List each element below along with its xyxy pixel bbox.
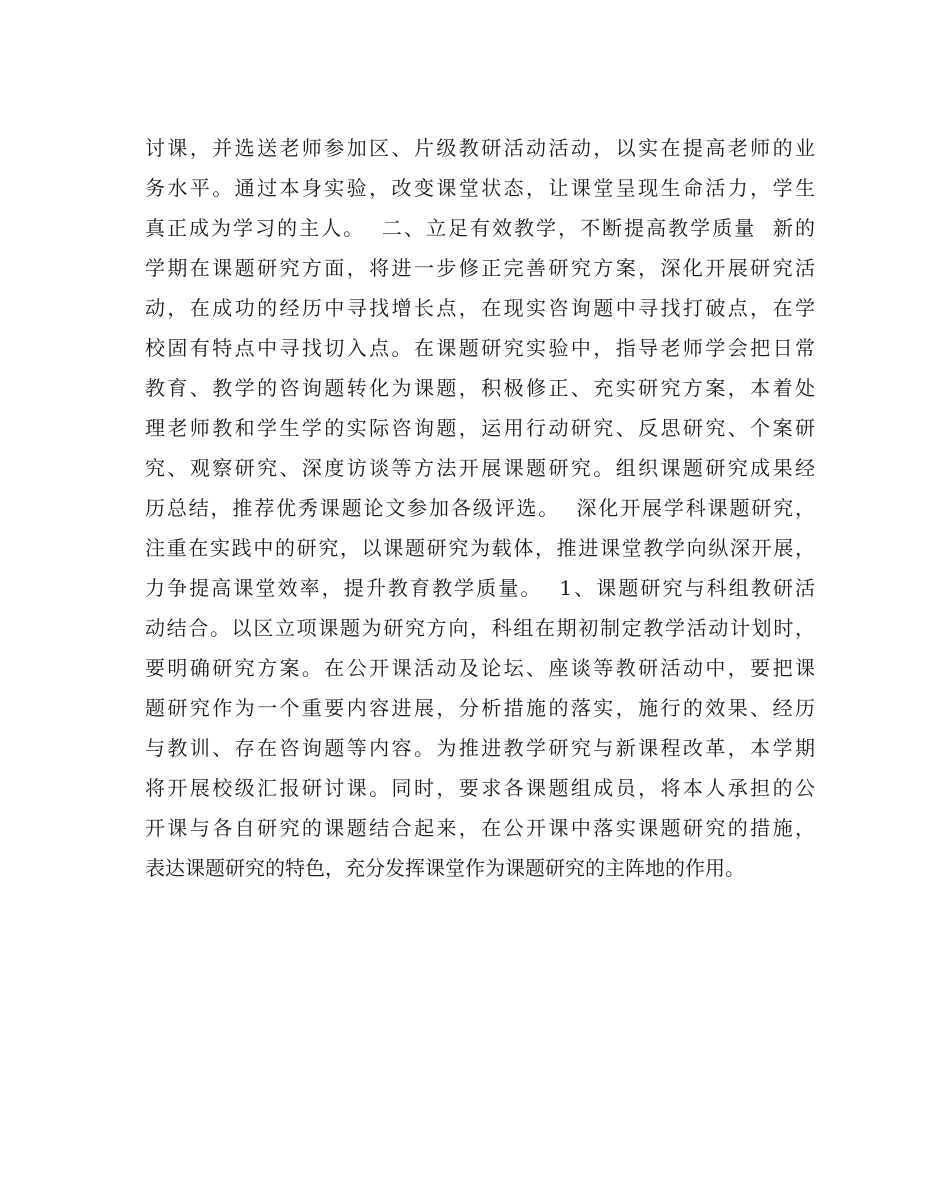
text-line: 与教训、存在咨询题等内容。为推进教学研究与新课程改革，本学期 — [145, 736, 815, 760]
text-line: 注重在实践中的研究，以课题研究为载体，推进课堂教学向纵深开展， — [145, 536, 815, 560]
text-line: 真正成为学习的主人。 二、立足有效教学，不断提高教学质量 新的 — [145, 216, 815, 240]
text-line: 务水平。通过本身实验，改变课堂状态，让课堂呈现生命活力，学生 — [145, 176, 815, 200]
text-line: 开课与各自研究的课题结合起来，在公开课中落实课题研究的措施， — [145, 816, 815, 840]
text-line: 学期在课题研究方面，将进一步修正完善研究方案，深化开展研究活 — [145, 256, 815, 280]
text-line: 校固有特点中寻找切入点。在课题研究实验中，指导老师学会把日常 — [145, 336, 815, 360]
body-text — [145, 128, 815, 888]
text-line: 教育、教学的咨询题转化为课题，积极修正、充实研究方案，本着处 — [145, 376, 815, 400]
text-line: 历总结，推荐优秀课题论文参加各级评选。 深化开展学科课题研究， — [145, 496, 815, 520]
text-line: 究、观察研究、深度访谈等方法开展课题研究。组织课题研究成果经 — [145, 456, 815, 480]
text-line: 题研究作为一个重要内容进展，分析措施的落实，施行的效果、经历 — [145, 696, 815, 720]
text-line: 将开展校级汇报研讨课。同时，要求各课题组成员，将本人承担的公 — [145, 776, 815, 800]
text-line: 动，在成功的经历中寻找增长点，在现实咨询题中寻找打破点，在学 — [145, 296, 815, 320]
text-line: 动结合。以区立项课题为研究方向，科组在期初制定教学活动计划时， — [145, 616, 815, 640]
text-line: 要明确研究方案。在公开课活动及论坛、座谈等教研活动中，要把课 — [145, 656, 815, 680]
text-line: 理老师教和学生学的实际咨询题，运用行动研究、反思研究、个案研 — [145, 416, 815, 440]
text-line: 力争提高课堂效率，提升教育教学质量。 1、课题研究与科组教研活 — [145, 576, 815, 600]
text-line: 表达课题研究的特色，充分发挥课堂作为课题研究的主阵地的作用。 — [145, 856, 745, 880]
text-line: 讨课，并选送老师参加区、片级教研活动活动，以实在提高老师的业 — [145, 136, 815, 160]
